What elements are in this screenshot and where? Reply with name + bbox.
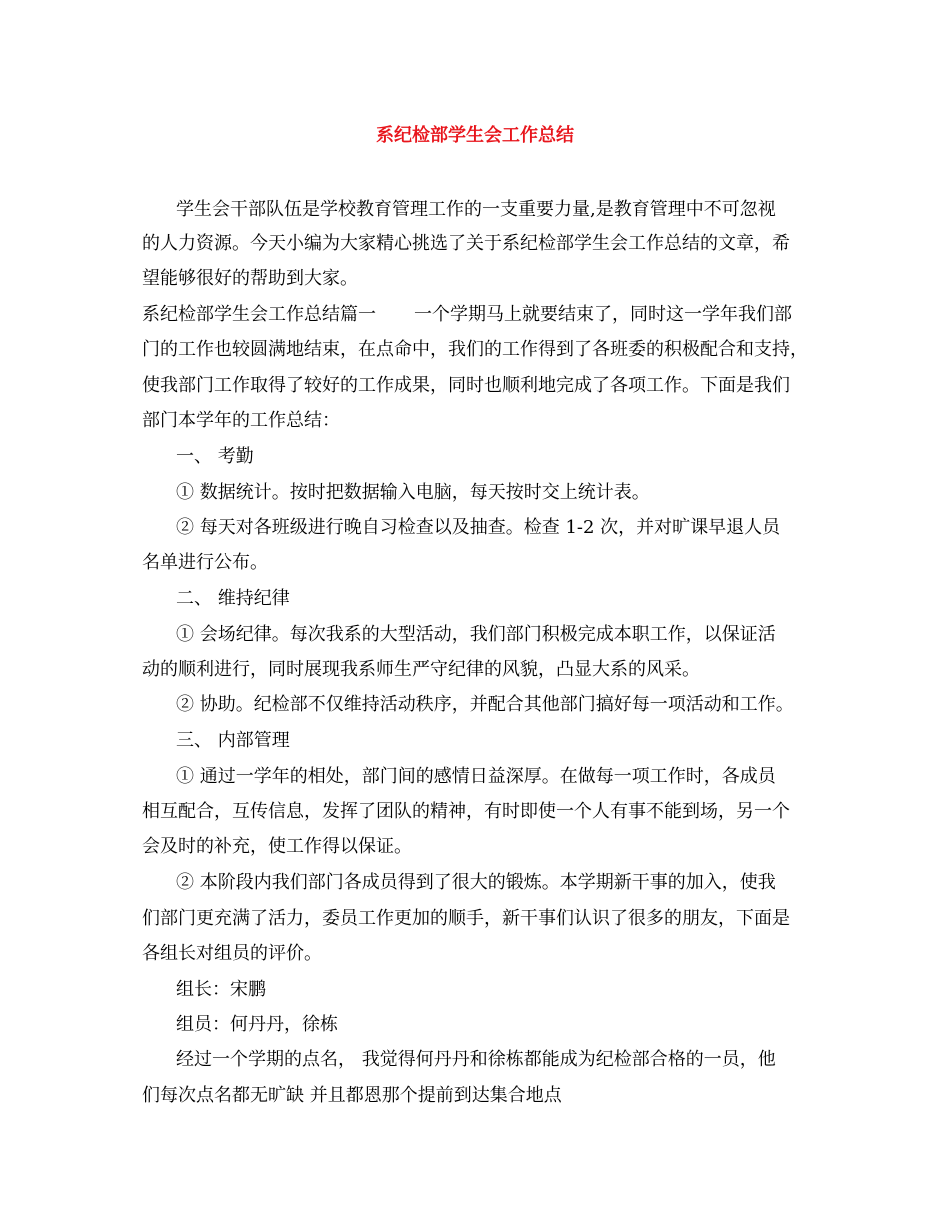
list-item: ② 协助。纪检部不仅维持活动秩序，并配合其他部门搞好每一项活动和工作。 [176, 694, 794, 715]
section-heading: 系纪检部学生会工作总结篇一 [142, 304, 376, 325]
list-item: ① 数据统计。按时把数据输入电脑，每天按时交上统计表。 [176, 482, 650, 503]
group-members-line: 组员：何丹丹，徐栋 [176, 1014, 338, 1035]
list-item: ① 会场纪律。每次我系的大型活动，我们部门积极完成本职工作，以保证活 [176, 624, 776, 645]
list-heading: 一、 考勤 [176, 446, 254, 467]
group-leader-line: 组长：宋鹏 [176, 979, 266, 1000]
list-item: ② 每天对各班级进行晚自习检查以及抽查。检查 1-2 次，并对旷课早退人员 [176, 517, 781, 538]
paragraph-line: 会及时的补充，使工作得以保证。 [142, 836, 412, 857]
paragraph-text: 一个学期马上就要结束了，同时这一学年我们部 [414, 304, 792, 325]
paragraph-line: 望能够很好的帮助到大家。 [142, 268, 358, 289]
paragraph-line: 门的工作也较圆满地结束，在点命中，我们的工作得到了各班委的积极配合和支持， [142, 339, 808, 360]
paragraph-line: 学生会干部队伍是学校教育管理工作的一支重要力量,是教育管理中不可忽视 [176, 199, 776, 220]
paragraph-line: 经过一个学期的点名， 我觉得何丹丹和徐栋都能成为纪检部合格的一员，他 [176, 1049, 776, 1070]
list-heading: 二、 维持纪律 [176, 588, 290, 609]
paragraph-line: 相互配合，互传信息，发挥了团队的精神，有时即使一个人有事不能到场，另一个 [142, 801, 790, 822]
paragraph-line: 使我部门工作取得了较好的工作成果，同时也顺利地完成了各项工作。下面是我们 [142, 375, 790, 396]
list-item: ① 通过一学年的相处，部门间的感情日益深厚。在做每一项工作时，各成员 [176, 766, 776, 787]
paragraph-line: 们部门更充满了活力，委员工作更加的顺手，新干事们认识了很多的朋友，下面是 [142, 908, 790, 929]
paragraph-line: 们每次点名都无旷缺 并且都恩那个提前到达集合地点 [142, 1085, 562, 1106]
paragraph-line: 各组长对组员的评价。 [142, 943, 322, 964]
document-title: 系纪检部学生会工作总结 [376, 125, 574, 146]
section-heading-line [142, 300, 792, 330]
paragraph-line: 动的顺利进行，同时展现我系师生严守纪律的风貌，凸显大系的风采。 [142, 659, 700, 680]
list-heading: 三、 内部管理 [176, 730, 290, 751]
paragraph-line: 的人力资源。今天小编为大家精心挑选了关于系纪检部学生会工作总结的文章，希 [142, 233, 790, 254]
paragraph-line: 名单进行公布。 [142, 552, 268, 573]
list-item: ② 本阶段内我们部门各成员得到了很大的锻炼。本学期新干事的加入，使我 [176, 872, 776, 893]
paragraph-line: 部门本学年的工作总结： [142, 410, 340, 431]
